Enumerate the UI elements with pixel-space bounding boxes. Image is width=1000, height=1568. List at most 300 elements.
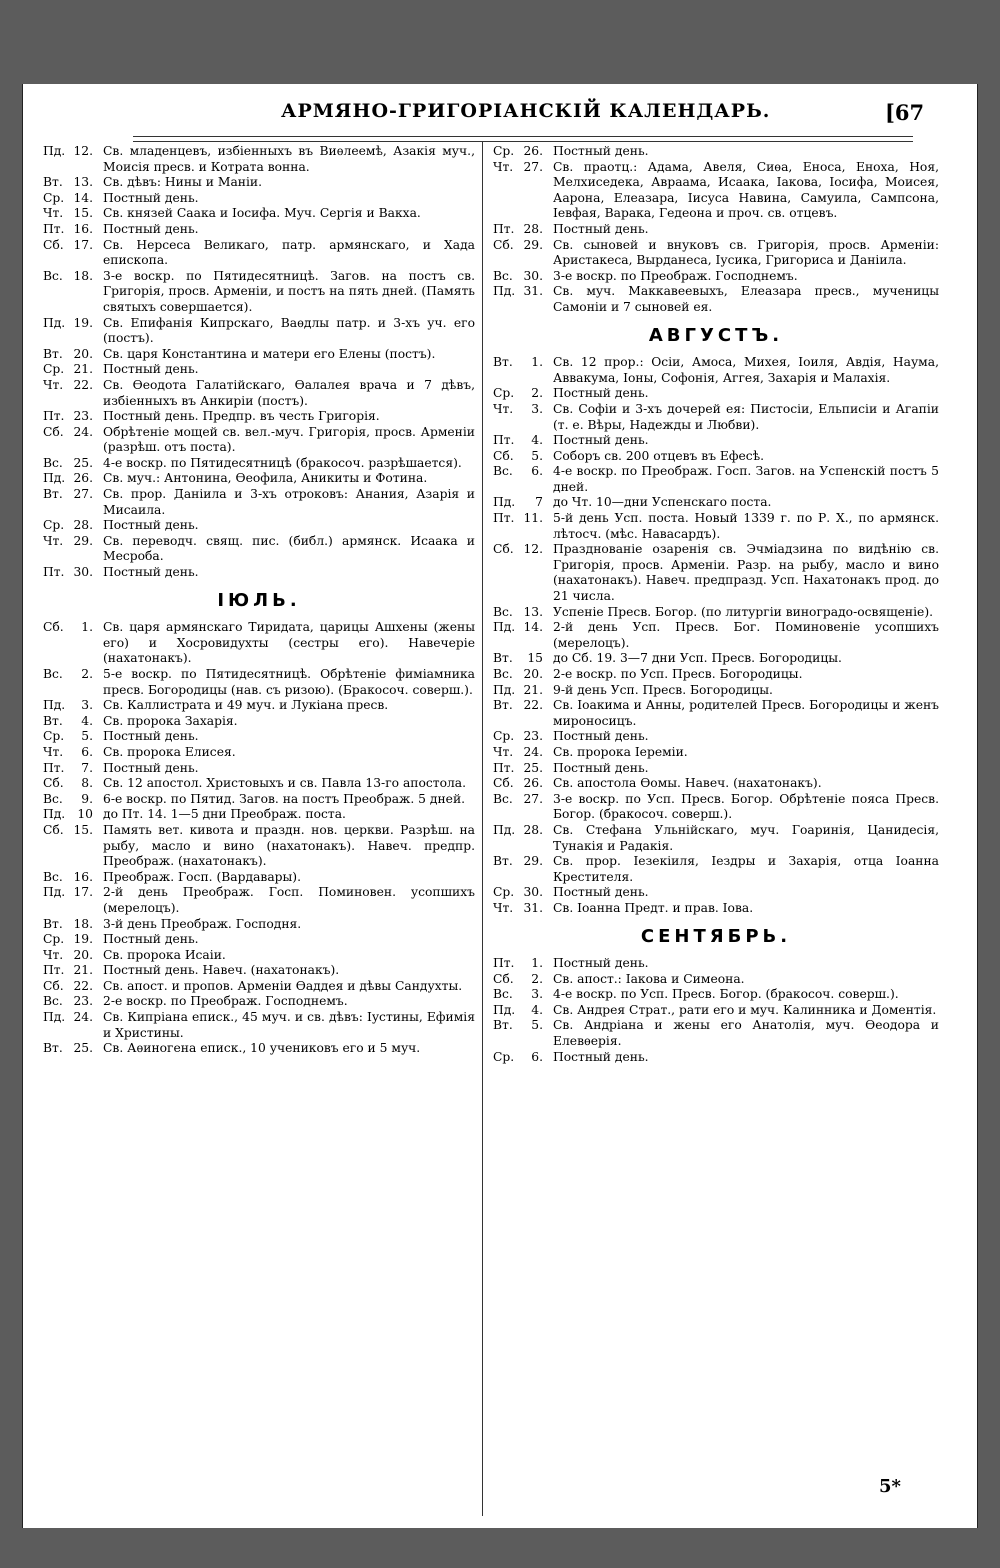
calendar-entry: [43, 932, 475, 948]
entry-text: 3-е воскр. по Преображ. Господнемъ.: [553, 268, 798, 283]
day-number: 20.: [73, 947, 93, 962]
day-of-week: Пт.: [43, 221, 65, 236]
page-number: [67: [885, 100, 925, 125]
entry-text: 2-е воскр. по Преображ. Господнемъ.: [103, 994, 348, 1009]
day-number: 25.: [73, 455, 93, 470]
entry-text: Св. Каллистрата и 49 муч. и Лукіана пресв.: [103, 698, 389, 713]
day-of-week: Вт.: [493, 698, 513, 713]
entry-text: Св. прор. Даніила и 3-хъ отроковъ: Анания, Азарія и Мисаила.: [103, 487, 475, 517]
day-number: 6.: [531, 1049, 543, 1064]
header-divider: [133, 136, 913, 142]
calendar-entry: [493, 605, 939, 621]
entry-text: Св. дѣвъ: Нины и Маніи.: [103, 175, 263, 190]
entry-text: 2-е воскр. по Усп. Пресв. Богородицы.: [553, 667, 803, 681]
day-number: 29.: [523, 854, 543, 869]
day-of-week: Вт.: [493, 651, 513, 666]
day-of-week: Вс.: [493, 268, 513, 283]
day-number: 5.: [531, 1018, 543, 1033]
day-of-week: Пт.: [493, 433, 515, 448]
day-number: 19.: [73, 315, 93, 330]
calendar-entry: [493, 987, 939, 1003]
day-of-week: Вт.: [43, 346, 63, 361]
calendar-entry: [43, 1010, 475, 1041]
calendar-entry: [43, 471, 475, 487]
calendar-entry: [43, 745, 475, 761]
calendar-entry: [493, 651, 939, 667]
day-of-week: Чт.: [493, 401, 514, 416]
day-number: 27.: [73, 487, 93, 502]
day-number: 27.: [523, 159, 543, 174]
entry-text: Св. Ѳеодота Галатійскаго, Ѳалалея врача и 7 дѣвъ, избіенныхъ въ Анкиріи (постъ).: [103, 377, 475, 408]
day-number: 23.: [523, 729, 543, 744]
day-number: 31.: [523, 900, 543, 915]
day-number: 24.: [73, 1010, 93, 1025]
entry-text: Св. апостола Ѳомы. Навеч. (нахатонакъ).: [553, 776, 822, 791]
calendar-entry: [493, 854, 939, 885]
day-number: 16.: [73, 221, 93, 236]
right-column: [493, 144, 939, 1065]
calendar-entry: [43, 729, 475, 745]
day-number: 26.: [73, 471, 93, 486]
calendar-entry: [43, 667, 475, 698]
entry-text: Постный день.: [103, 932, 199, 947]
day-number: 17.: [73, 237, 93, 252]
day-number: 25.: [523, 760, 543, 775]
day-of-week: Вс.: [493, 987, 513, 1002]
day-of-week: Ср.: [43, 518, 65, 533]
calendar-entry: [493, 269, 939, 285]
entry-text: Св. 12 апостол. Христовыхъ и св. Павла 13-го апостола.: [103, 776, 467, 791]
entry-text: Постный день.: [103, 760, 199, 775]
calendar-entry: [493, 698, 939, 729]
day-of-week: Чт.: [43, 533, 64, 548]
entry-text: Постный день.: [553, 956, 649, 971]
day-of-week: Сб.: [43, 978, 64, 993]
calendar-entry: [493, 433, 939, 449]
day-number: 20.: [73, 346, 93, 361]
day-number: 22.: [73, 978, 93, 993]
entry-text: Постный день.: [553, 760, 649, 775]
entry-text: Преображ. Госп. (Вардавары).: [103, 869, 302, 884]
day-number: 26.: [523, 776, 543, 791]
entry-text: Св. апост. и пропов. Арменіи Ѳаддея и дѣвы Сандухты.: [103, 978, 463, 993]
day-number: 12.: [73, 144, 93, 158]
entry-text: Св. пророка Исаіи.: [103, 947, 226, 962]
entry-text: 6-е воскр. по Пятид. Загов. на постъ Преображ. 5 дней.: [103, 791, 466, 806]
calendar-entry: [43, 776, 475, 792]
calendar-entry: [493, 683, 939, 699]
calendar-entry: [43, 565, 475, 581]
day-number: 21.: [73, 963, 93, 978]
calendar-entry: [43, 917, 475, 933]
day-number: 5.: [531, 448, 543, 463]
calendar-entry: [493, 776, 939, 792]
calendar-entry: [493, 238, 939, 269]
calendar-entry: [43, 1041, 475, 1057]
day-number: 1.: [531, 956, 543, 971]
entry-text: 4-е воскр. по Усп. Пресв. Богор. (бракосоч. соверш.).: [553, 987, 899, 1002]
day-number: 11.: [523, 511, 543, 526]
day-of-week: Пд.: [493, 1002, 516, 1017]
day-of-week: Вс.: [43, 994, 63, 1009]
day-of-week: Пт.: [493, 221, 515, 236]
calendar-entry: [43, 534, 475, 565]
day-of-week: Чт.: [493, 744, 514, 759]
entry-text: Св. Нерсеса Великаго, патр. армянскаго, и Хада епископа.: [103, 237, 475, 268]
calendar-entry: [43, 206, 475, 222]
day-of-week: Вт.: [43, 713, 63, 728]
entry-text: Св. Кипріана еписк., 45 муч. и св. дѣвъ: Іустины, Ефимія и Христины.: [103, 1010, 475, 1040]
entry-text: Св. праотц.: Адама, Авеля, Сиѳа, Еноса, Еноха, Ноя, Мелхиседека, Авраама, Исаака, Іакова, Іосифа, Моисея, Аарона, Елеазара, Іисуса Навина, Самуила, Сампсона, Іевфая, Варака, Гедеона и проч. св. отцевъ.: [553, 159, 939, 221]
entry-text: до Чт. 10—дни Успенскаго поста.: [553, 495, 772, 510]
entry-text: Св. 12 прор.: Осіи, Амоса, Михея, Іоиля, Авдія, Наума, Аввакума, Іоны, Софонія, Аггея, Захарія и Малахія.: [553, 355, 939, 385]
entry-text: Св. муч.: Антонина, Ѳеофила, Аникиты и Фотина.: [103, 471, 428, 486]
calendar-entry: [43, 885, 475, 916]
calendar-entry: [43, 994, 475, 1010]
day-of-week: Пд.: [493, 822, 516, 837]
entry-text: Св. Андріана и жены его Анатолія, муч. Ѳеодора и Елевѳерія.: [553, 1018, 939, 1049]
day-of-week: Ср.: [43, 190, 65, 205]
calendar-entry: [43, 316, 475, 347]
calendar-entry: [493, 464, 939, 495]
calendar-entry: [493, 823, 939, 854]
entry-text: Постный день.: [553, 433, 649, 448]
entry-text: Постный день.: [553, 221, 649, 236]
day-of-week: Ср.: [43, 362, 65, 377]
day-number: 23.: [73, 994, 93, 1009]
calendar-entry: [43, 948, 475, 964]
day-of-week: Пд.: [43, 807, 66, 822]
entry-text: 3-й день Преображ. Господня.: [103, 916, 302, 931]
day-of-week: Сб.: [43, 620, 64, 635]
day-number: 15: [527, 651, 543, 666]
entry-text: 5-й день Усп. поста. Новый 1339 г. по Р. Х., по армянск. лѣтосч. (мѣс. Навасардъ).: [553, 511, 939, 541]
day-number: 3.: [531, 987, 543, 1002]
calendar-entry: [43, 518, 475, 534]
calendar-entry: [493, 511, 939, 542]
calendar-entry: [493, 1018, 939, 1049]
entry-text: до Сб. 19. 3—7 дни Усп. Пресв. Богородицы.: [553, 651, 842, 666]
day-of-week: Пт.: [43, 565, 65, 580]
calendar-entry: [493, 542, 939, 604]
day-of-week: Вс.: [493, 791, 513, 806]
entry-text: Постный день.: [553, 729, 649, 744]
day-of-week: Чт.: [43, 744, 64, 759]
day-number: 14.: [523, 620, 543, 635]
day-number: 8.: [81, 776, 93, 791]
calendar-entry: [43, 144, 475, 175]
day-number: 10: [77, 807, 93, 822]
entry-text: Св. переводч. свящ. пис. (библ.) армянск. Исаака и Месроба.: [103, 533, 475, 564]
entry-text: Постный день.: [103, 190, 199, 205]
entry-text: Св. прор. Іезекіиля, Іездры и Захарія, отца Іоанна Крестителя.: [553, 854, 939, 884]
day-number: 2.: [81, 667, 93, 681]
day-number: 18.: [73, 916, 93, 931]
day-number: 30.: [523, 268, 543, 283]
day-number: 3.: [81, 698, 93, 713]
day-number: 21.: [523, 682, 543, 697]
month-heading: АВГУСТЪ.: [648, 324, 784, 346]
calendar-entry: [43, 870, 475, 886]
day-number: 7: [535, 495, 543, 510]
column-divider: [482, 142, 483, 1516]
day-number: 16.: [73, 869, 93, 884]
calendar-entry: [43, 222, 475, 238]
calendar-entry: [43, 238, 475, 269]
day-of-week: Вт.: [43, 175, 63, 190]
day-number: 5.: [81, 729, 93, 744]
entry-text: Св. царя армянскаго Тиридата, царицы Ашхены (жены его) и Хосровидухты (сестры его). Навечеріе (нахатонакъ).: [103, 620, 475, 666]
calendar-entry: [493, 402, 939, 433]
month-heading: СЕНТЯБРЬ.: [640, 925, 792, 947]
day-number: 24.: [523, 744, 543, 759]
entry-text: Соборъ св. 200 отцевъ въ Ефесѣ.: [553, 448, 765, 463]
calendar-entry: [493, 901, 939, 917]
calendar-entry: [43, 378, 475, 409]
calendar-entry: [43, 409, 475, 425]
day-of-week: Вт.: [43, 1041, 63, 1056]
day-number: 1.: [531, 355, 543, 370]
day-of-week: Пд.: [493, 682, 516, 697]
day-number: 27.: [523, 791, 543, 806]
calendar-entry: [493, 284, 939, 315]
day-of-week: Сб.: [493, 542, 514, 557]
day-of-week: Ср.: [493, 1049, 515, 1064]
entry-text: Св. пророка Захарія.: [103, 713, 238, 728]
entry-text: Св. пророка Елисея.: [103, 744, 236, 759]
entry-text: Св. князей Саака и Іосифа. Муч. Сергія и Вакха.: [103, 206, 421, 221]
calendar-entry: [43, 963, 475, 979]
day-number: 24.: [73, 424, 93, 439]
day-number: 25.: [73, 1041, 93, 1056]
day-number: 7.: [81, 760, 93, 775]
day-number: 12.: [523, 542, 543, 557]
calendar-entry: [493, 745, 939, 761]
entry-text: Св. сыновей и внуковъ св. Григорія, просв. Арменіи: Аристакеса, Вырданеса, Іусика, Григориса и Даніила.: [553, 237, 939, 268]
entry-text: Св. Іоанна Предт. и прав. Іова.: [553, 900, 754, 915]
calendar-entry: [493, 1003, 939, 1019]
calendar-entry: [493, 972, 939, 988]
calendar-entry: [493, 620, 939, 651]
calendar-entry: [493, 495, 939, 511]
calendar-entry: [43, 761, 475, 777]
day-number: 20.: [523, 667, 543, 681]
entry-text: Св. Іоакима и Анны, родителей Пресв. Богородицы и женъ мироносицъ.: [553, 698, 939, 728]
calendar-entry: [493, 761, 939, 777]
calendar-entry: [43, 807, 475, 823]
day-of-week: Сб.: [493, 448, 514, 463]
signature-mark: 5*: [879, 1476, 901, 1497]
day-of-week: Вс.: [43, 667, 63, 681]
entry-text: Постный день.: [553, 144, 649, 158]
calendar-entry: [43, 347, 475, 363]
day-number: 14.: [73, 190, 93, 205]
day-number: 28.: [73, 518, 93, 533]
entry-text: Св. царя Константина и матери его Елены (постъ).: [103, 346, 436, 361]
day-of-week: Пт.: [43, 760, 65, 775]
day-of-week: Вт.: [493, 1018, 513, 1033]
day-number: 15.: [73, 822, 93, 837]
entry-text: Св. Стефана Ульнійскаго, муч. Гоаринія, Цанидесія, Тунакія и Радакія.: [553, 822, 939, 853]
calendar-entry: [493, 449, 939, 465]
entry-text: Постный день.: [103, 729, 199, 744]
day-of-week: Пт.: [493, 956, 515, 971]
day-of-week: Сб.: [43, 822, 64, 837]
entry-text: Обрѣтеніе мощей св. вел.-муч. Григорія, просв. Арменіи (разрѣш. отъ поста).: [103, 424, 475, 455]
day-number: 4.: [531, 433, 543, 448]
day-number: 2.: [531, 386, 543, 401]
calendar-entry: [43, 620, 475, 667]
day-of-week: Ср.: [43, 729, 65, 744]
day-number: 15.: [73, 206, 93, 221]
calendar-entry: [43, 456, 475, 472]
day-number: 6.: [531, 464, 543, 479]
entry-text: Св. муч. Маккавеевыхъ, Елеазара пресв., мученицы Самоніи и 7 сыновей ея.: [553, 284, 939, 314]
day-of-week: Вт.: [43, 916, 63, 931]
entry-text: Постный день.: [553, 885, 649, 900]
calendar-entry: [493, 792, 939, 823]
calendar-entry: [43, 792, 475, 808]
calendar-entry: [493, 222, 939, 238]
calendar-entry: [493, 386, 939, 402]
day-number: 22.: [73, 377, 93, 392]
day-of-week: Пд.: [493, 495, 516, 510]
day-number: 2.: [531, 971, 543, 986]
day-number: 30.: [73, 565, 93, 580]
day-of-week: Ср.: [493, 885, 515, 900]
day-of-week: Сб.: [493, 971, 514, 986]
day-number: 29.: [73, 533, 93, 548]
calendar-entry: [493, 160, 939, 222]
day-of-week: Вт.: [493, 854, 513, 869]
entry-text: Постный день.: [103, 565, 199, 580]
day-number: 3.: [531, 401, 543, 416]
entry-text: до Пт. 14. 1—5 дни Преображ. поста.: [103, 807, 346, 822]
day-number: 4.: [531, 1002, 543, 1017]
entry-text: 3-е воскр. по Пятидесятницѣ. Загов. на постъ св. Григорія, просв. Арменіи, и постъ на пять дней. (Память святыхъ совершается).: [103, 268, 475, 314]
day-of-week: Сб.: [493, 776, 514, 791]
entry-text: Св. Аѳиногена еписк., 10 учениковъ его и 5 муч.: [103, 1041, 421, 1056]
entry-text: 9-й день Усп. Пресв. Богородицы.: [553, 682, 773, 697]
day-of-week: Сб.: [43, 776, 64, 791]
day-number: 13.: [73, 175, 93, 190]
entry-text: 2-й день Усп. Пресв. Бог. Поминовеніе усопшихъ (мерелоцъ).: [553, 620, 939, 650]
day-of-week: Пт.: [493, 760, 515, 775]
day-number: 22.: [523, 698, 543, 713]
day-of-week: Пд.: [43, 1010, 66, 1025]
day-of-week: Пд.: [493, 284, 516, 299]
entry-text: 4-е воскр. по Пятидесятницѣ (бракосоч. разрѣшается).: [103, 455, 462, 470]
day-of-week: Вс.: [493, 464, 513, 479]
entry-text: Св. Андрея Страт., рати его и муч. Калинника и Доментія.: [553, 1002, 937, 1017]
day-of-week: Сб.: [493, 237, 514, 252]
calendar-entry: [43, 979, 475, 995]
entry-text: Св. Софіи и 3-хъ дочерей ея: Пистосіи, Ельписіи и Агапіи (т. е. Вѣры, Надежды и Любви).: [553, 401, 939, 432]
day-of-week: Вс.: [493, 604, 513, 619]
calendar-entry: [493, 956, 939, 972]
day-of-week: Ср.: [493, 386, 515, 401]
day-of-week: Сб.: [43, 237, 64, 252]
day-number: 21.: [73, 362, 93, 377]
day-of-week: Чт.: [43, 206, 64, 221]
day-number: 18.: [73, 268, 93, 283]
calendar-entry: [43, 191, 475, 207]
day-of-week: Пд.: [43, 315, 66, 330]
day-of-week: Сб.: [43, 424, 64, 439]
entry-text: Постный день.: [553, 386, 649, 401]
day-of-week: Пд.: [43, 698, 66, 713]
day-number: 13.: [523, 604, 543, 619]
day-of-week: Вс.: [43, 869, 63, 884]
day-number: 30.: [523, 885, 543, 900]
calendar-entry: [493, 667, 939, 683]
entry-text: 3-е воскр. по Усп. Пресв. Богор. Обрѣтеніе пояса Пресв. Богор. (бракосоч. соверш.).: [553, 791, 939, 822]
entry-text: Постный день.: [553, 1049, 649, 1064]
day-number: 1.: [81, 620, 93, 635]
calendar-entry: [493, 1050, 939, 1066]
day-of-week: Пд.: [493, 620, 516, 635]
day-of-week: Чт.: [493, 159, 514, 174]
day-of-week: Ср.: [43, 932, 65, 947]
day-of-week: Чт.: [493, 900, 514, 915]
entry-text: Память вет. кивота и праздн. нов. церкви. Разрѣш. на рыбу, масло и вино (нахатонакъ). Навеч. предпр. Преображ. (нахатонакъ).: [103, 822, 475, 869]
day-of-week: Пт.: [493, 511, 515, 526]
calendar-entry: [493, 885, 939, 901]
calendar-entry: [43, 823, 475, 870]
day-of-week: Пд.: [43, 471, 66, 486]
entry-text: Постный день.: [103, 518, 199, 533]
entry-text: Постный день. Предпр. въ честь Григорія.: [103, 409, 380, 424]
day-number: 6.: [81, 744, 93, 759]
day-of-week: Пт.: [43, 409, 65, 424]
entry-text: 5-е воскр. по Пятидесятницѣ. Обрѣтеніе фиміамника пресв. Богородицы (нав. съ ризою). (Бракосоч. соверш.).: [103, 667, 475, 697]
entry-text: Празднованіе озаренія св. Эчміадзина по видѣнію св. Григорія, просв. Арменіи. Разр. на рыбу, масло и вино (нахатонакъ). Навеч. предпразд. Усп. Нахатонакъ прод. до 21 числа.: [553, 542, 939, 604]
day-number: 4.: [81, 713, 93, 728]
day-number: 31.: [523, 284, 543, 299]
day-number: 9.: [81, 791, 93, 806]
calendar-entry: [43, 487, 475, 518]
day-number: 28.: [523, 822, 543, 837]
page-title: АРМЯНО-ГРИГОРІАНСКІЙ КАЛЕНДАРЬ.: [281, 100, 771, 122]
day-number: 28.: [523, 221, 543, 236]
calendar-page: [22, 84, 978, 1528]
day-of-week: Ср.: [493, 729, 515, 744]
calendar-entry: [43, 269, 475, 316]
entry-text: Постный день. Навеч. (нахатонакъ).: [103, 963, 340, 978]
day-of-week: Пд.: [43, 144, 66, 158]
day-of-week: Вс.: [43, 268, 63, 283]
day-of-week: Вс.: [493, 667, 513, 681]
day-of-week: Чт.: [43, 947, 64, 962]
calendar-entry: [43, 425, 475, 456]
entry-text: Св. апост.: Іакова и Симеона.: [553, 971, 745, 986]
calendar-entry: [493, 355, 939, 386]
entry-text: Св. пророка Іереміи.: [553, 744, 688, 759]
entry-text: Постный день.: [103, 362, 199, 377]
left-column: [43, 144, 475, 1057]
entry-text: Св. Епифанія Кипрскаго, Ваѳдлы патр. и 3-хъ уч. его (постъ).: [103, 315, 475, 346]
day-of-week: Ср.: [493, 144, 515, 158]
day-number: 26.: [523, 144, 543, 158]
day-number: 29.: [523, 237, 543, 252]
month-heading: ІЮЛЬ.: [217, 589, 301, 611]
entry-text: 4-е воскр. по Преображ. Госп. Загов. на Успенскій постъ 5 дней.: [553, 464, 939, 494]
day-number: 23.: [73, 409, 93, 424]
calendar-entry: [43, 175, 475, 191]
day-of-week: Вт.: [493, 355, 513, 370]
entry-text: Постный день.: [103, 221, 199, 236]
calendar-entry: [43, 362, 475, 378]
